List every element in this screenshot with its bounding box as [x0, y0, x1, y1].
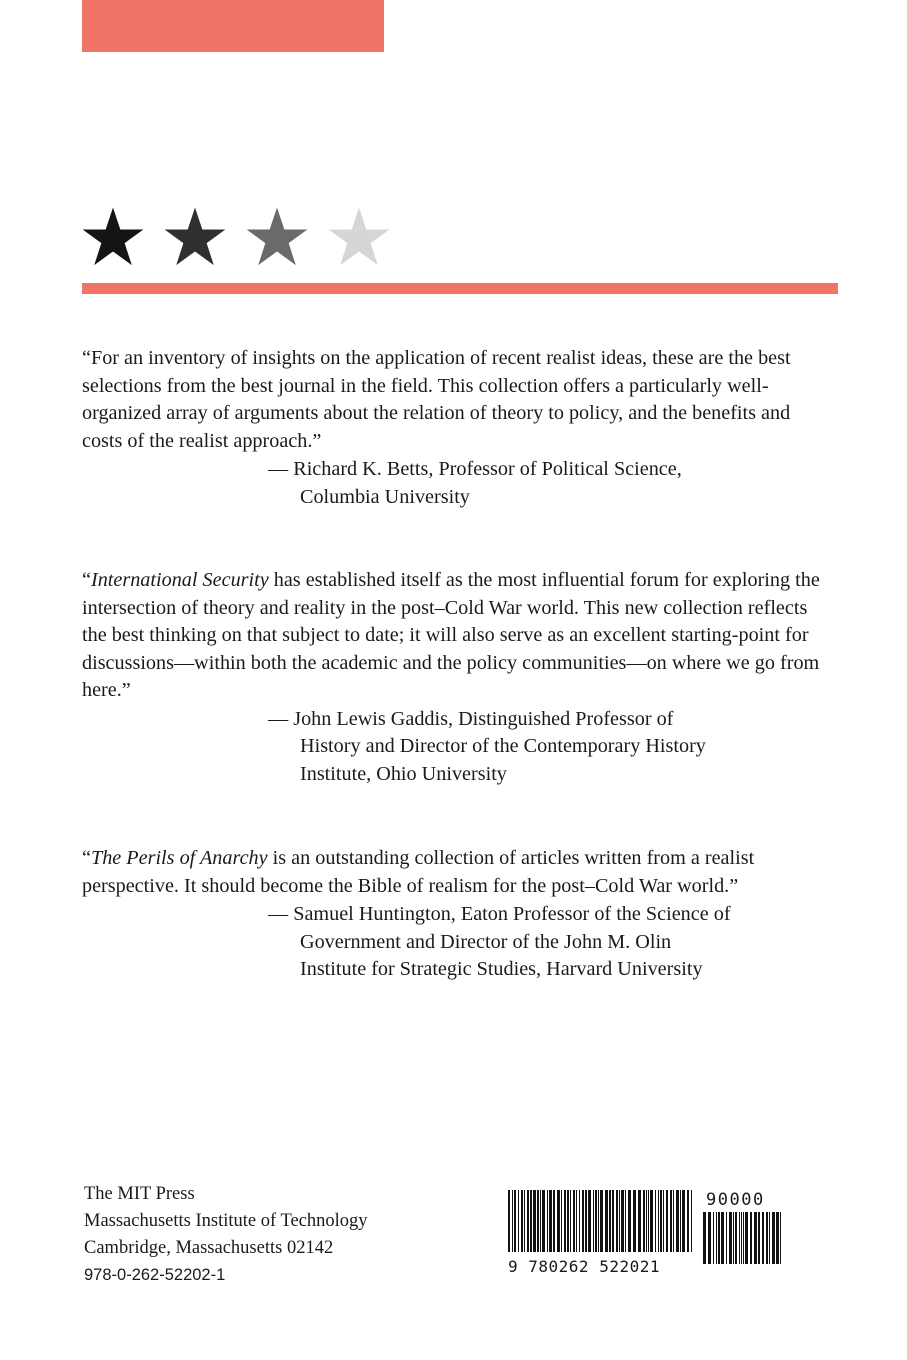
barcode-digits: 9 780262 522021 [508, 1257, 660, 1276]
barcode-bar [758, 1212, 760, 1264]
publisher-institution: Massachusetts Institute of Technology [84, 1211, 368, 1231]
barcode-bar [663, 1190, 664, 1252]
barcode-bar [769, 1212, 770, 1264]
barcode-bar [743, 1212, 744, 1264]
barcode-bar [508, 1190, 510, 1252]
barcode-bar [726, 1212, 727, 1264]
barcode-bar [729, 1212, 732, 1264]
barcode-bar [670, 1190, 672, 1252]
barcode-bar [682, 1190, 685, 1252]
barcode-bar [533, 1190, 536, 1252]
barcode-bar [598, 1190, 599, 1252]
blurb-text: “For an inventory of insights on the application of recent realist ideas, these are the best selections from the best journal in the field. This collection offers a particularly well-organized array of arguments about the relation of theory to policy, and the benefits and costs of the realist approach.” [82, 347, 791, 452]
barcode-bar [660, 1190, 662, 1252]
barcode-bar [527, 1190, 529, 1252]
book-title: The Perils of Anarchy [90, 847, 268, 869]
price-addon-digits: 90000 [706, 1190, 765, 1210]
attribution-line: — Samuel Huntington, Eaton Professor of the Science of [268, 903, 731, 925]
barcode-bar [646, 1190, 647, 1252]
star-row [82, 206, 390, 266]
barcode-bar [735, 1212, 737, 1264]
barcode-bar [713, 1212, 714, 1264]
barcode-bar [625, 1190, 626, 1252]
barcode-bar [540, 1190, 541, 1252]
barcode-bar [570, 1190, 571, 1252]
blurb-text: “International Security has established itself as the most influential forum for exploring the intersection of theory and reality in the post–Cold War world. This new collection reflects the best thinking on that subject to date; it will also serve as an excellent starting-point for discussions—within both the academic and the policy communities—on where we go from here.” [82, 569, 820, 701]
blurb-betts [82, 345, 822, 511]
price-addon-barcode [703, 1212, 781, 1264]
star-icon [164, 206, 226, 266]
barcode-bar [633, 1190, 636, 1252]
barcode-bar [716, 1212, 717, 1264]
blurb-gaddis [82, 567, 822, 788]
barcode-bar [718, 1212, 720, 1264]
barcode-bar [676, 1190, 679, 1252]
journal-title: International Security [90, 569, 269, 591]
blurb-text: “The Perils of Anarchy is an outstanding collection of articles written from a realist perspective. It should become the Bible of realism for the post–Cold War world.” [82, 847, 755, 897]
barcode-bar [680, 1190, 681, 1252]
blurb-attribution [82, 706, 822, 789]
barcode-bar [524, 1190, 525, 1252]
barcode-bar [512, 1190, 513, 1252]
blurb-attribution [82, 456, 822, 511]
barcode-bar [619, 1190, 620, 1252]
barcode-bar [588, 1190, 591, 1252]
barcode-bar [650, 1190, 653, 1252]
barcode-bar [576, 1190, 577, 1252]
publisher-info [84, 1181, 368, 1289]
barcode-bar [549, 1190, 552, 1252]
barcode-bar [628, 1190, 631, 1252]
barcode-bar [573, 1190, 575, 1252]
barcode-bar [595, 1190, 597, 1252]
blurb-huntington [82, 845, 822, 984]
barcode-bar [766, 1212, 768, 1264]
barcode-bar [582, 1190, 584, 1252]
barcode-bar [733, 1212, 734, 1264]
barcode-bar [772, 1212, 775, 1264]
barcode-bar [537, 1190, 539, 1252]
barcode-bar [547, 1190, 548, 1252]
barcode-bar [609, 1190, 611, 1252]
barcode-bar [518, 1190, 519, 1252]
barcode-bar [739, 1212, 740, 1264]
barcode-bar [564, 1190, 566, 1252]
barcode-bar [658, 1190, 659, 1252]
barcode-bar [567, 1190, 569, 1252]
star-icon [328, 206, 390, 266]
barcode-bar [514, 1190, 516, 1252]
attribution-line: — John Lewis Gaddis, Distinguished Professor of [268, 707, 674, 730]
barcode-bar [666, 1190, 668, 1252]
barcode-bar [542, 1190, 545, 1252]
barcode-bar [655, 1190, 656, 1252]
star-icon [246, 206, 308, 266]
addon-bars [703, 1212, 781, 1264]
top-accent-bar [82, 0, 384, 52]
barcode-bar [521, 1190, 523, 1252]
barcode-bar [579, 1190, 580, 1252]
barcode-bar [643, 1190, 645, 1252]
barcode-bar [776, 1212, 779, 1264]
barcode-bar [708, 1212, 711, 1264]
barcode-bar [638, 1190, 641, 1252]
barcode-bar [593, 1190, 594, 1252]
barcode-bar [762, 1212, 764, 1264]
barcode-bar [612, 1190, 614, 1252]
attribution-line: Columbia University [300, 485, 470, 508]
barcode-bar [780, 1212, 781, 1264]
barcode-bar [648, 1190, 649, 1252]
barcode-bar [721, 1212, 724, 1264]
barcode-bar [585, 1190, 587, 1252]
barcode-bar [561, 1190, 562, 1252]
barcode-bar [616, 1190, 618, 1252]
barcode-bar [754, 1212, 757, 1264]
accent-rule [82, 283, 838, 294]
blurb-attribution [82, 901, 822, 984]
barcode-bar [600, 1190, 603, 1252]
star-icon [82, 206, 144, 266]
barcode-bar [673, 1190, 674, 1252]
barcode-bar [621, 1190, 624, 1252]
publisher-address: Cambridge, Massachusetts 02142 [84, 1238, 334, 1258]
publisher-name: The MIT Press [84, 1184, 195, 1204]
barcode-bar [557, 1190, 560, 1252]
barcode-bar [530, 1190, 532, 1252]
barcode-bar [605, 1190, 608, 1252]
barcode-bar [553, 1190, 555, 1252]
attribution-line: Institute for Strategic Studies, Harvard University [300, 958, 703, 980]
barcode-bar [750, 1212, 752, 1264]
isbn-number: 978-0-262-52202-1 [84, 1266, 226, 1284]
attribution-line: — Richard K. Betts, Professor of Political Science, [268, 458, 682, 480]
attribution-line: History and Director of the Contemporary History [300, 735, 706, 757]
barcode-bar [741, 1212, 742, 1264]
barcode-bar [703, 1212, 706, 1264]
attribution-line: Government and Director of the John M. Olin [300, 930, 672, 953]
barcode-bar [691, 1190, 692, 1252]
attribution-line: Institute, Ohio University [300, 762, 507, 785]
barcode-bar [687, 1190, 689, 1252]
barcode-bar [745, 1212, 748, 1264]
